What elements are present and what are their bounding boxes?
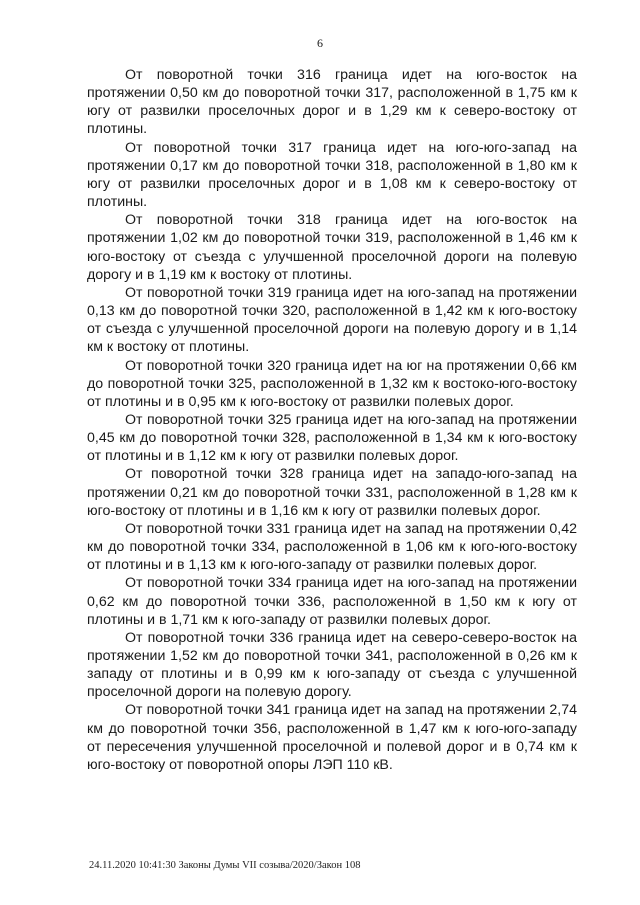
paragraph-pt-334: От поворотной точки 334 граница идет на юго-запад на протяжении 0,62 км до поворотной точки 336, расположенной в 1,50 км к югу от плотины и в 1,71 км к юго-западу от развилки полевых дорог.: [87, 575, 577, 628]
page-number: 6: [317, 36, 323, 50]
paragraph-pt-318: От поворотной точки 318 граница идет на юго-восток на протяжении 1,02 км до поворотной точки 319, расположенной в 1,46 км к юго-востоку от съезда с улучшенной проселочной дороги на полевую дорогу и в 1,19 км к востоку от плотины.: [87, 212, 577, 283]
document-footer: 24.11.2020 10:41:30 Законы Думы VII созыва/2020/Закон 108: [89, 860, 361, 871]
paragraph-pt-341: От поворотной точки 341 граница идет на запад на протяжении 2,74 км до поворотной точки 356, расположенной в 1,47 км к юго-юго-западу от пересечения улучшенной проселочной и полевой дорог и в 0,74 км к юго-востоку от поворотной опоры ЛЭП 110 кВ.: [87, 702, 577, 773]
paragraph-pt-328: От поворотной точки 328 граница идет на западо-юго-запад на протяжении 0,21 км до поворотной точки 331, расположенной в 1,28 км к юго-востоку от плотины и в 1,16 км к югу от развилки полевых дорог.: [87, 466, 577, 519]
paragraph-pt-325: От поворотной точки 325 граница идет на юго-запад на протяжении 0,45 км до поворотной точки 328, расположенной в 1,34 км к юго-востоку от плотины и в 1,12 км к югу от развилки полевых дорог.: [87, 411, 577, 465]
paragraph-pt-316: От поворотной точки 316 граница идет на юго-восток на протяжении 0,50 км до поворотной точки 317, расположенной в 1,75 км к югу от развилки проселочных дорог и в 1,29 км к северо-востоку от плотины.: [87, 67, 577, 138]
paragraph-pt-336: От поворотной точки 336 граница идет на северо-северо-восток на протяжении 1,52 км до поворотной точки 341, расположенной в 0,26 км к западу от плотины и в 0,99 км к юго-западу от съезда с улучшенной проселочной дороги на полевую дорогу.: [87, 629, 577, 701]
paragraph-pt-331: От поворотной точки 331 граница идет на запад на протяжении 0,42 км до поворотной точки 334, расположенной в 1,06 км к юго-юго-востоку от плотины и в 1,13 км к юго-юго-западу от развилки полевых дорог.: [87, 520, 577, 574]
document-body: [87, 66, 577, 774]
paragraph-pt-320: От поворотной точки 320 граница идет на юг на протяжении 0,66 км до поворотной точки 325, расположенной в 1,32 км к востоко-юго-востоку от плотины и в 0,95 км к юго-востоку от развилки полевых дорог.: [87, 357, 577, 410]
paragraph-pt-319: От поворотной точки 319 граница идет на юго-запад на протяжении 0,13 км до поворотной точки 320, расположенной в 1,42 км к юго-востоку от съезда с улучшенной проселочной дороги на полевую дорогу и в 1,14 км к востоку от плотины.: [87, 284, 577, 356]
paragraph-pt-317: От поворотной точки 317 граница идет на юго-юго-запад на протяжении 0,17 км до поворотной точки 318, расположенной в 1,80 км к югу от развилки проселочных дорог и в 1,08 км к северо-востоку от плотины.: [87, 139, 577, 211]
